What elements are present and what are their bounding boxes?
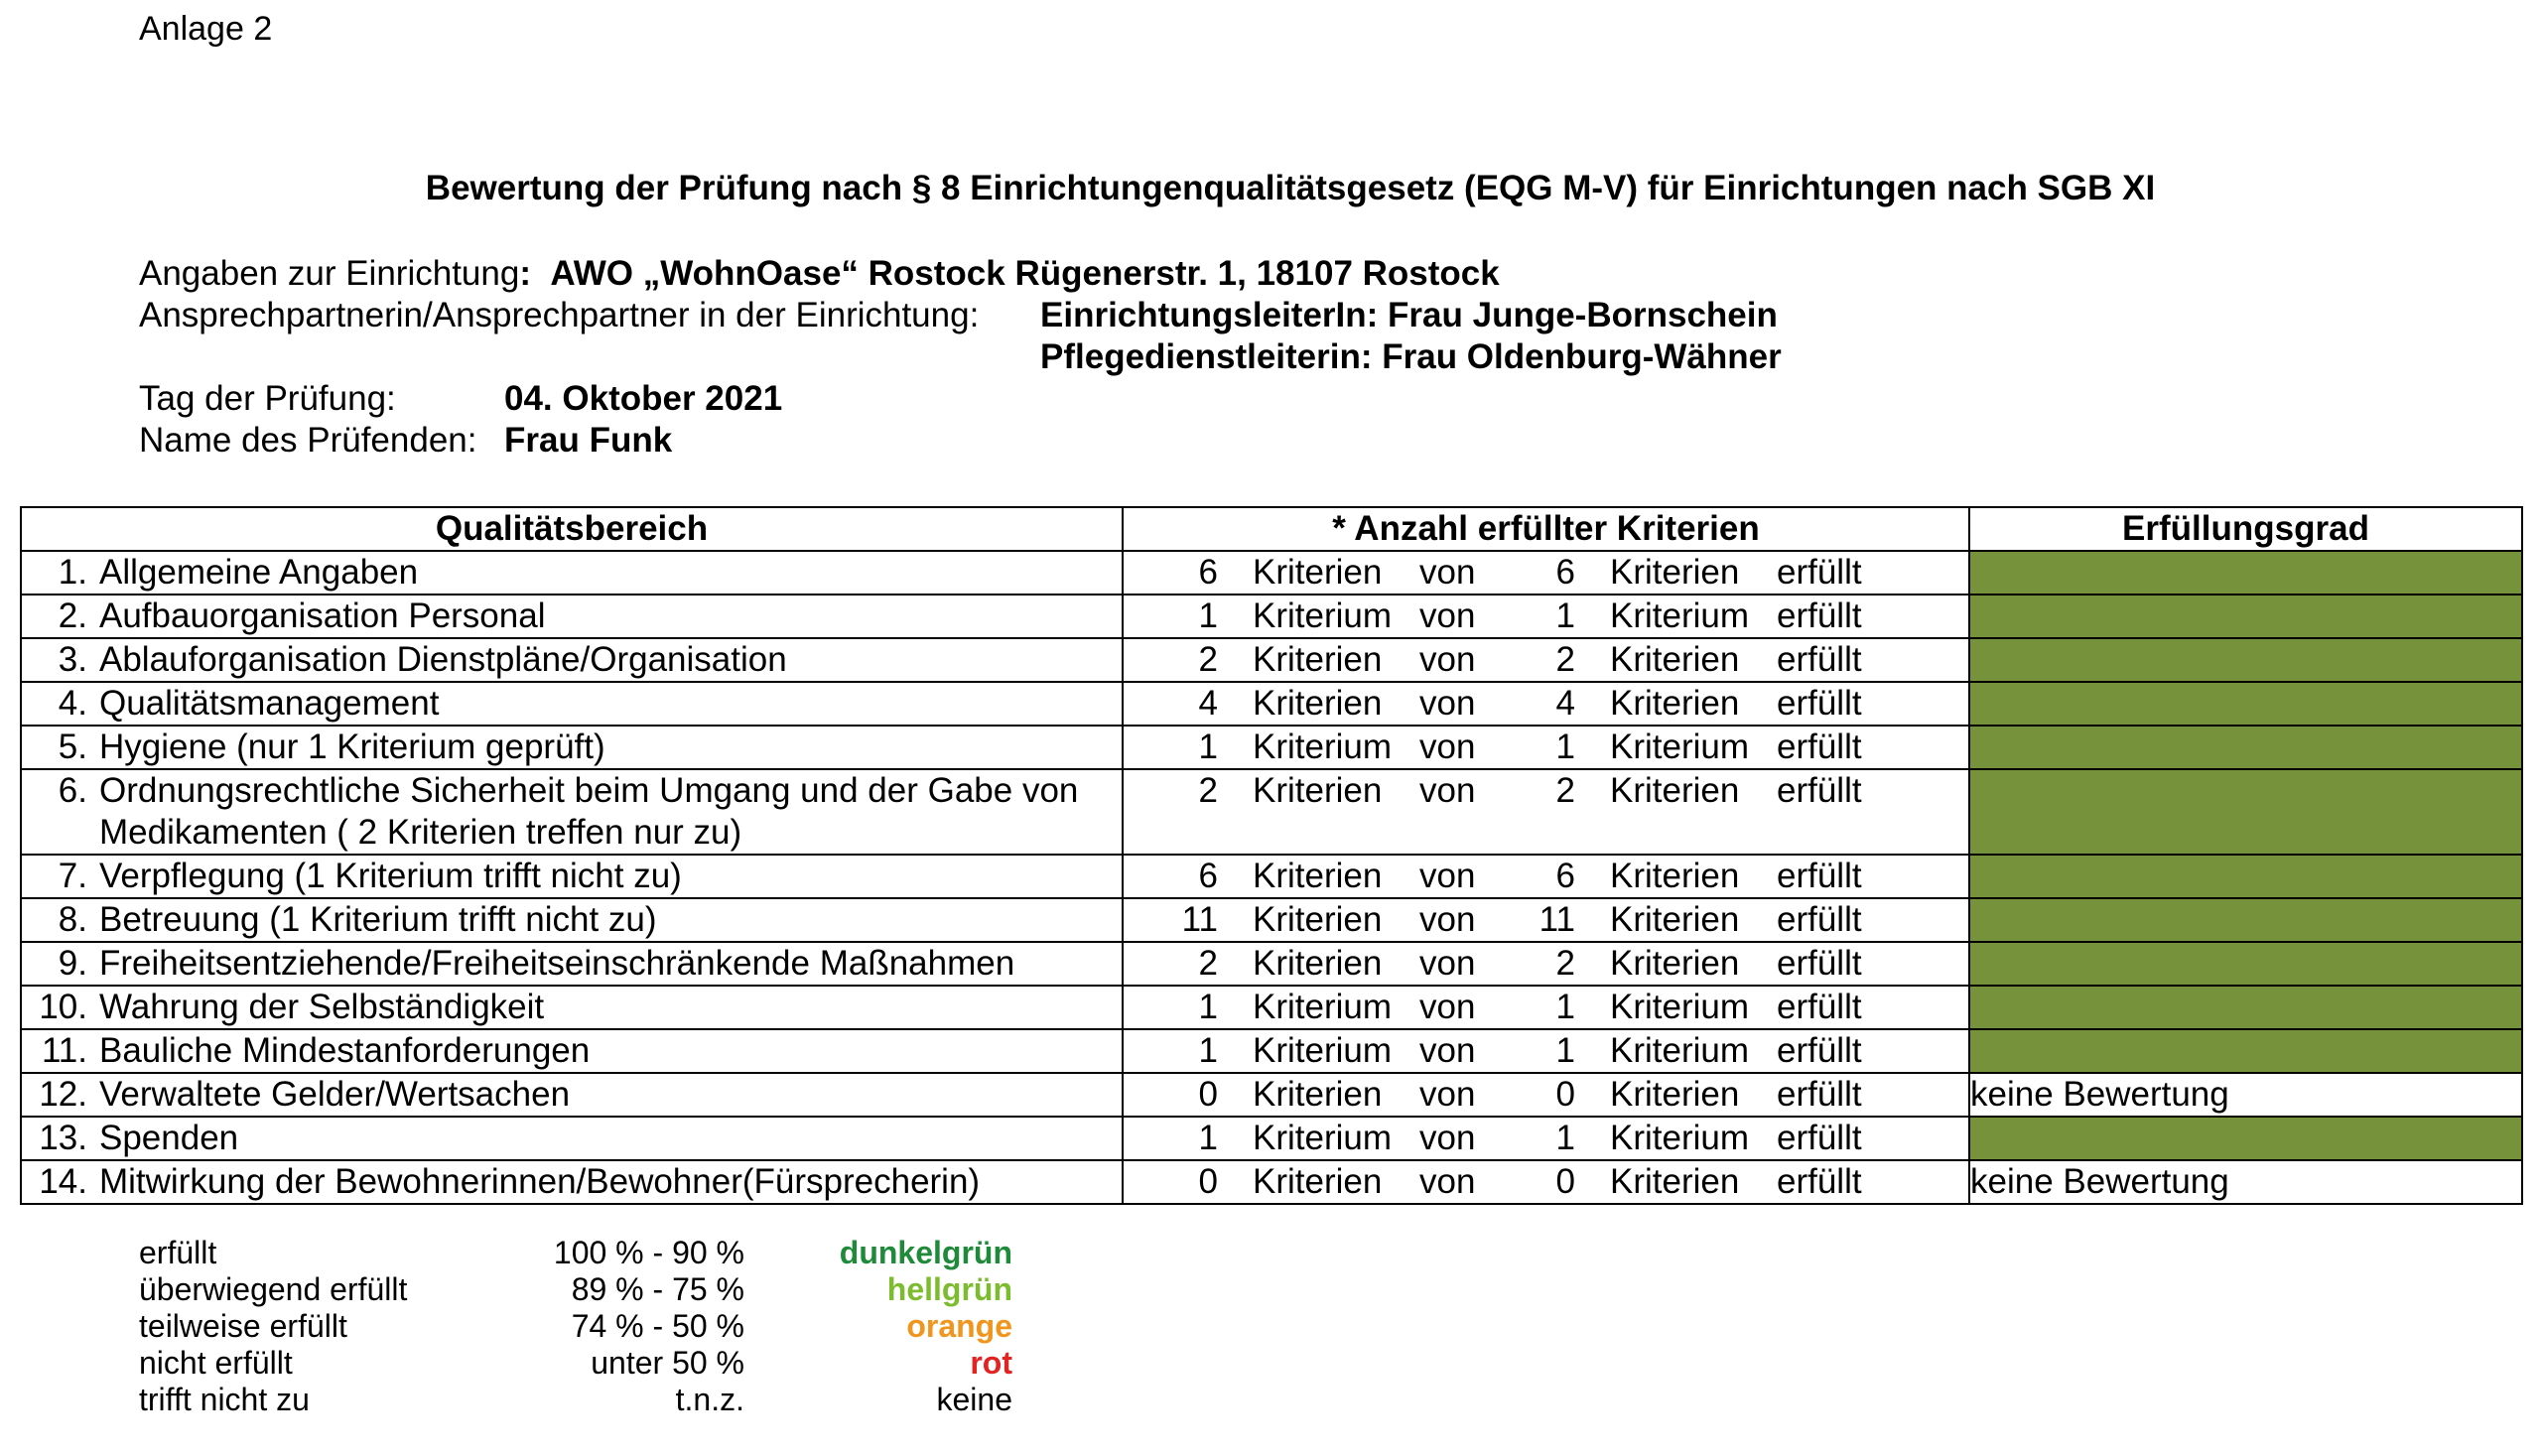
fulfilled-word: erfüllt [1777, 857, 1862, 895]
fulfillment-degree-cell [1969, 898, 2522, 942]
table-row [21, 638, 2522, 682]
criteria-unit: Kriterien [1610, 553, 1740, 592]
fulfilled-word: erfüllt [1777, 988, 1862, 1026]
legend-range: t.n.z. [675, 1382, 744, 1417]
quality-area-name: Hygiene (nur 1 Kriterium geprüft) [99, 728, 605, 766]
legend-label: überwiegend erfüllt [139, 1271, 408, 1307]
quality-area-name: Aufbauorganisation Personal [99, 596, 546, 635]
fulfilled-word: erfüllt [1777, 684, 1862, 723]
fulfillment-degree-cell [1969, 855, 2522, 898]
document-title: Bewertung der Prüfung nach § 8 Einrichtungenqualitätsgesetz (EQG M-V) für Einrichtungen nach SGB XI [425, 169, 2156, 207]
fulfillment-degree-cell [1969, 638, 2522, 682]
criteria-unit: Kriterium [1253, 1119, 1393, 1157]
criteria-unit: Kriterien [1610, 857, 1740, 895]
legend-color-name: rot [970, 1345, 1012, 1381]
criteria-unit: Kriterium [1253, 988, 1393, 1026]
table-row [21, 595, 2522, 638]
quality-area-name: Verwaltete Gelder/Wertsachen [99, 1075, 571, 1114]
legend-color-name: dunkelgrün [839, 1235, 1012, 1270]
header-quality-area: Qualitätsbereich [21, 507, 1123, 551]
criteria-unit: Kriterium [1253, 596, 1393, 635]
quality-area-cell [21, 551, 1123, 595]
criteria-unit: Kriterien [1610, 684, 1740, 723]
table-row [21, 1117, 2522, 1160]
row-number: 4. [58, 684, 87, 723]
criteria-count-cell [1123, 1073, 1969, 1117]
criteria-fulfilled-count: 1 [1198, 728, 1218, 766]
quality-area-cell [21, 769, 1123, 855]
contact-label: Ansprechpartnerin/Ansprechpartner in der Einrichtung: [139, 296, 980, 334]
table-row [21, 855, 2522, 898]
criteria-unit: Kriterium [1610, 728, 1750, 766]
of-word: von [1419, 988, 1476, 1026]
examiner-value: Frau Funk [504, 421, 673, 460]
legend-range: 74 % - 50 % [571, 1308, 744, 1344]
criteria-unit: Kriterium [1253, 1031, 1393, 1070]
fulfillment-degree-cell [1969, 551, 2522, 595]
criteria-total-count: 1 [1555, 1119, 1575, 1157]
criteria-count-cell [1123, 1029, 1969, 1073]
quality-area-name: Verpflegung (1 Kriterium trifft nicht zu) [99, 857, 682, 895]
criteria-total-count: 6 [1555, 553, 1575, 592]
annex-label: Anlage 2 [139, 10, 273, 48]
criteria-unit: Kriterien [1253, 944, 1383, 983]
fulfillment-degree-cell [1969, 942, 2522, 986]
criteria-unit: Kriterium [1610, 988, 1750, 1026]
row-number: 3. [58, 640, 87, 679]
fulfilled-word: erfüllt [1777, 728, 1862, 766]
fulfilled-word: erfüllt [1777, 1075, 1862, 1114]
criteria-total-count: 6 [1555, 857, 1575, 895]
criteria-count-cell [1123, 942, 1969, 986]
table-row [21, 1029, 2522, 1073]
criteria-unit: Kriterien [1253, 1075, 1383, 1114]
of-word: von [1419, 944, 1476, 983]
of-word: von [1419, 684, 1476, 723]
criteria-fulfilled-count: 6 [1198, 857, 1218, 895]
criteria-unit: Kriterien [1253, 684, 1383, 723]
row-number: 9. [58, 944, 87, 983]
legend-range: 100 % - 90 % [553, 1235, 744, 1270]
date-value: 04. Oktober 2021 [504, 379, 783, 418]
criteria-unit: Kriterien [1610, 771, 1740, 810]
row-number: 5. [58, 728, 87, 766]
criteria-count-cell [1123, 898, 1969, 942]
quality-area-cell [21, 682, 1123, 726]
quality-area-name: Freiheitsentziehende/Freiheitseinschränkende Maßnahmen [99, 944, 1015, 983]
criteria-total-count: 2 [1555, 944, 1575, 983]
criteria-total-count: 1 [1555, 596, 1575, 635]
criteria-fulfilled-count: 2 [1198, 944, 1218, 983]
criteria-count-cell [1123, 1117, 1969, 1160]
criteria-fulfilled-count: 1 [1198, 596, 1218, 635]
row-number: 7. [58, 857, 87, 895]
examiner-label: Name des Prüfenden: [139, 421, 477, 460]
criteria-fulfilled-count: 2 [1198, 771, 1218, 810]
quality-area-name: Ordnungsrechtliche Sicherheit beim Umgang und der Gabe von Medikamenten ( 2 Kriterien treffen nur zu) [99, 771, 1079, 852]
row-number: 8. [58, 900, 87, 939]
table-row [21, 726, 2522, 769]
fulfillment-degree-cell [1969, 726, 2522, 769]
criteria-unit: Kriterien [1253, 640, 1383, 679]
header-fulfillment-degree: Erfüllungsgrad [1969, 507, 2522, 551]
criteria-fulfilled-count: 2 [1198, 640, 1218, 679]
quality-area-name: Ablauforganisation Dienstpläne/Organisation [99, 640, 787, 679]
criteria-total-count: 0 [1555, 1075, 1575, 1114]
criteria-count-cell [1123, 638, 1969, 682]
criteria-fulfilled-count: 0 [1198, 1075, 1218, 1114]
of-word: von [1419, 771, 1476, 810]
criteria-unit: Kriterien [1253, 900, 1383, 939]
criteria-total-count: 1 [1555, 1031, 1575, 1070]
fulfilled-word: erfüllt [1777, 1119, 1862, 1157]
header-criteria-count: * Anzahl erfüllter Kriterien [1123, 507, 1969, 551]
of-word: von [1419, 900, 1476, 939]
fulfilled-word: erfüllt [1777, 596, 1862, 635]
of-word: von [1419, 1031, 1476, 1070]
table-row [21, 942, 2522, 986]
legend-range: unter 50 % [591, 1345, 744, 1381]
criteria-unit: Kriterium [1253, 728, 1393, 766]
criteria-count-cell [1123, 551, 1969, 595]
date-label: Tag der Prüfung: [139, 379, 396, 418]
quality-area-name: Mitwirkung der Bewohnerinnen/Bewohner(Fürsprecherin) [99, 1162, 981, 1201]
fulfillment-degree-cell [1969, 682, 2522, 726]
of-word: von [1419, 596, 1476, 635]
criteria-count-cell [1123, 855, 1969, 898]
quality-table [20, 506, 2523, 1205]
quality-area-cell [21, 1117, 1123, 1160]
criteria-unit: Kriterium [1610, 596, 1750, 635]
criteria-count-cell [1123, 595, 1969, 638]
criteria-count-cell [1123, 682, 1969, 726]
table-row [21, 898, 2522, 942]
criteria-count-cell [1123, 769, 1969, 855]
criteria-total-count: 2 [1555, 640, 1575, 679]
criteria-fulfilled-count: 1 [1198, 1031, 1218, 1070]
fulfillment-degree-cell [1969, 595, 2522, 638]
row-number: 6. [58, 771, 87, 810]
criteria-unit: Kriterien [1253, 1162, 1383, 1201]
quality-area-cell [21, 898, 1123, 942]
table-row [21, 551, 2522, 595]
criteria-unit: Kriterien [1610, 1162, 1740, 1201]
legend-label: teilweise erfüllt [139, 1308, 347, 1344]
facility-line [139, 253, 1500, 295]
criteria-total-count: 1 [1555, 728, 1575, 766]
criteria-count-cell [1123, 726, 1969, 769]
fulfilled-word: erfüllt [1777, 771, 1862, 810]
of-word: von [1419, 640, 1476, 679]
legend-label: erfüllt [139, 1235, 217, 1270]
criteria-total-count: 4 [1555, 684, 1575, 723]
quality-area-cell [21, 1073, 1123, 1117]
of-word: von [1419, 728, 1476, 766]
fulfillment-degree-cell: keine Bewertung [1969, 1073, 2522, 1117]
quality-area-cell [21, 1160, 1123, 1204]
row-number: 1. [58, 553, 87, 592]
row-number: 13. [39, 1119, 87, 1157]
legend-label: nicht erfüllt [139, 1345, 293, 1381]
facility-label: Angaben zur Einrichtung [139, 254, 520, 293]
criteria-total-count: 2 [1555, 771, 1575, 810]
fulfilled-word: erfüllt [1777, 553, 1862, 592]
criteria-unit: Kriterien [1610, 1075, 1740, 1114]
criteria-total-count: 1 [1555, 988, 1575, 1026]
criteria-unit: Kriterien [1253, 771, 1383, 810]
criteria-fulfilled-count: 1 [1198, 988, 1218, 1026]
legend-color-name: orange [906, 1308, 1012, 1344]
quality-area-name: Spenden [99, 1119, 239, 1157]
table-row [21, 1160, 2522, 1204]
row-number: 11. [41, 1031, 87, 1070]
criteria-fulfilled-count: 0 [1198, 1162, 1218, 1201]
fulfillment-degree-cell [1969, 769, 2522, 855]
quality-area-cell [21, 638, 1123, 682]
criteria-count-cell [1123, 986, 1969, 1029]
row-number: 14. [39, 1162, 87, 1201]
contact-value-1: EinrichtungsleiterIn: Frau Junge-Bornschein [1040, 296, 1778, 334]
criteria-fulfilled-count: 11 [1181, 900, 1218, 939]
table-row [21, 1073, 2522, 1117]
fulfilled-word: erfüllt [1777, 944, 1862, 983]
criteria-unit: Kriterium [1610, 1031, 1750, 1070]
fulfillment-degree-cell [1969, 1117, 2522, 1160]
quality-area-cell [21, 986, 1123, 1029]
quality-area-cell [21, 595, 1123, 638]
criteria-total-count: 0 [1555, 1162, 1575, 1201]
of-word: von [1419, 1075, 1476, 1114]
criteria-unit: Kriterien [1253, 553, 1383, 592]
fulfilled-word: erfüllt [1777, 1162, 1862, 1201]
legend-color-name: keine [936, 1382, 1012, 1417]
legend-color-name: hellgrün [886, 1271, 1012, 1307]
quality-area-name: Allgemeine Angaben [99, 553, 419, 592]
of-word: von [1419, 1162, 1476, 1201]
legend-range: 89 % - 75 % [571, 1271, 744, 1307]
table-row [21, 986, 2522, 1029]
table-header-row [21, 507, 2522, 551]
criteria-fulfilled-count: 6 [1198, 553, 1218, 592]
fulfilled-word: erfüllt [1777, 1031, 1862, 1070]
row-number: 10. [39, 988, 87, 1026]
criteria-fulfilled-count: 4 [1198, 684, 1218, 723]
criteria-unit: Kriterium [1610, 1119, 1750, 1157]
table-row [21, 682, 2522, 726]
facility-colon: : [519, 254, 531, 293]
quality-area-name: Qualitätsmanagement [99, 684, 440, 723]
quality-area-name: Bauliche Mindestanforderungen [99, 1031, 591, 1070]
row-number: 12. [39, 1075, 87, 1114]
fulfilled-word: erfüllt [1777, 640, 1862, 679]
of-word: von [1419, 857, 1476, 895]
fulfillment-degree-cell [1969, 986, 2522, 1029]
fulfillment-degree-cell: keine Bewertung [1969, 1160, 2522, 1204]
of-word: von [1419, 553, 1476, 592]
criteria-unit: Kriterien [1610, 900, 1740, 939]
quality-area-cell [21, 942, 1123, 986]
legend-label: trifft nicht zu [139, 1382, 310, 1417]
criteria-unit: Kriterien [1253, 857, 1383, 895]
criteria-fulfilled-count: 1 [1198, 1119, 1218, 1157]
quality-area-name: Betreuung (1 Kriterium trifft nicht zu) [99, 900, 657, 939]
of-word: von [1419, 1119, 1476, 1157]
quality-area-cell [21, 855, 1123, 898]
criteria-unit: Kriterien [1610, 640, 1740, 679]
fulfilled-word: erfüllt [1777, 900, 1862, 939]
quality-area-name: Wahrung der Selbständigkeit [99, 988, 545, 1026]
table-row [21, 769, 2522, 855]
facility-value: AWO „WohnOase“ Rostock Rügenerstr. 1, 18107 Rostock [550, 254, 1500, 293]
row-number: 2. [58, 596, 87, 635]
quality-area-cell [21, 1029, 1123, 1073]
fulfillment-degree-cell [1969, 1029, 2522, 1073]
criteria-total-count: 11 [1538, 900, 1575, 939]
criteria-count-cell [1123, 1160, 1969, 1204]
quality-area-cell [21, 726, 1123, 769]
criteria-unit: Kriterien [1610, 944, 1740, 983]
contact-value-2: Pflegedienstleiterin: Frau Oldenburg-Wähner [1040, 337, 1782, 376]
